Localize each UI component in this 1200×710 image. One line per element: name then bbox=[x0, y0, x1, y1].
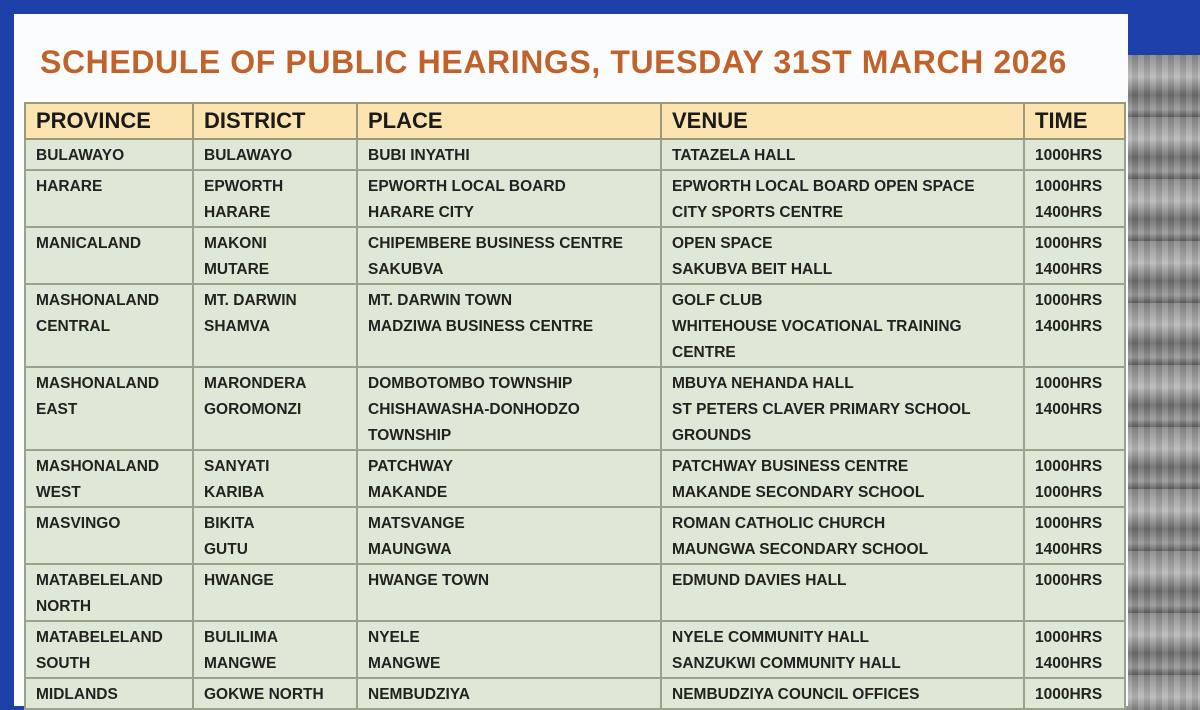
time-cell bbox=[1024, 227, 1125, 284]
province-line: MATABELELAND bbox=[36, 629, 163, 646]
place-line: CHISHAWASHA-DONHODZO bbox=[368, 401, 580, 418]
header-venue: VENUE bbox=[661, 103, 1024, 139]
district-cell bbox=[193, 507, 357, 564]
table-row bbox=[25, 621, 1125, 678]
province-line: SOUTH bbox=[36, 655, 91, 672]
venue-cell bbox=[661, 507, 1024, 564]
province-line: EAST bbox=[36, 401, 78, 418]
district-line: GUTU bbox=[204, 541, 248, 558]
place-cell bbox=[357, 170, 661, 227]
province-cell bbox=[25, 367, 193, 450]
venue-line: SAKUBVA BEIT HALL bbox=[672, 261, 833, 278]
time-cell bbox=[1024, 170, 1125, 227]
place-line: MADZIWA BUSINESS CENTRE bbox=[368, 318, 594, 335]
schedule-card bbox=[14, 14, 1128, 706]
place-cell bbox=[357, 367, 661, 450]
place-line: PATCHWAY bbox=[368, 458, 453, 475]
venue-line: NYELE COMMUNITY HALL bbox=[672, 629, 869, 646]
province-cell bbox=[25, 507, 193, 564]
district-line: MANGWE bbox=[204, 655, 277, 672]
venue-line: ROMAN CATHOLIC CHURCH bbox=[672, 515, 886, 532]
venue-cell bbox=[661, 284, 1024, 367]
time-line: 1000HRS bbox=[1035, 515, 1103, 532]
venue-line: SANZUKWI COMMUNITY HALL bbox=[672, 655, 901, 672]
time-line: 1000HRS bbox=[1035, 375, 1103, 392]
time-cell bbox=[1024, 678, 1125, 709]
province-line: MIDLANDS bbox=[36, 686, 118, 703]
place-cell bbox=[357, 450, 661, 507]
place-line: TOWNSHIP bbox=[368, 427, 452, 444]
venue-line: ST PETERS CLAVER PRIMARY SCHOOL bbox=[672, 401, 971, 418]
district-line: GOROMONZI bbox=[204, 401, 302, 418]
venue-line: EDMUND DAVIES HALL bbox=[672, 572, 847, 589]
table-row bbox=[25, 139, 1125, 170]
province-line: BULAWAYO bbox=[36, 147, 125, 164]
schedule-table bbox=[24, 102, 1126, 710]
venue-cell bbox=[661, 170, 1024, 227]
place-line: NEMBUDZIYA bbox=[368, 686, 470, 703]
district-cell bbox=[193, 678, 357, 709]
time-line: 1400HRS bbox=[1035, 401, 1103, 418]
place-cell bbox=[357, 227, 661, 284]
district-line: HWANGE bbox=[204, 572, 274, 589]
venue-line: OPEN SPACE bbox=[672, 235, 773, 252]
district-cell bbox=[193, 564, 357, 621]
time-line: 1400HRS bbox=[1035, 541, 1103, 558]
place-line: MAUNGWA bbox=[368, 541, 452, 558]
venue-cell bbox=[661, 621, 1024, 678]
place-cell bbox=[357, 139, 661, 170]
venue-line: MAKANDE SECONDARY SCHOOL bbox=[672, 484, 925, 501]
header-province: PROVINCE bbox=[25, 103, 193, 139]
district-line: BULAWAYO bbox=[204, 147, 293, 164]
header-time: TIME bbox=[1024, 103, 1125, 139]
district-line: MAKONI bbox=[204, 235, 267, 252]
province-line: MASVINGO bbox=[36, 515, 121, 532]
table-row bbox=[25, 227, 1125, 284]
time-line: 1000HRS bbox=[1035, 292, 1103, 309]
venue-line: EPWORTH LOCAL BOARD OPEN SPACE bbox=[672, 178, 975, 195]
time-cell bbox=[1024, 284, 1125, 367]
province-cell bbox=[25, 450, 193, 507]
table-row bbox=[25, 367, 1125, 450]
table-row bbox=[25, 450, 1125, 507]
time-cell bbox=[1024, 507, 1125, 564]
province-line: MASHONALAND bbox=[36, 375, 160, 392]
time-cell bbox=[1024, 367, 1125, 450]
table-header-row bbox=[25, 103, 1125, 139]
district-cell bbox=[193, 367, 357, 450]
place-line: HARARE CITY bbox=[368, 204, 474, 221]
time-line: 1000HRS bbox=[1035, 178, 1103, 195]
province-line: WEST bbox=[36, 484, 81, 501]
venue-line: WHITEHOUSE VOCATIONAL TRAINING bbox=[672, 318, 962, 335]
time-line: 1000HRS bbox=[1035, 147, 1103, 164]
venue-line: MAUNGWA SECONDARY SCHOOL bbox=[672, 541, 929, 558]
time-line: 1400HRS bbox=[1035, 204, 1103, 221]
district-cell bbox=[193, 227, 357, 284]
province-cell bbox=[25, 284, 193, 367]
district-cell bbox=[193, 621, 357, 678]
venue-line: TATAZELA HALL bbox=[672, 147, 796, 164]
province-line: HARARE bbox=[36, 178, 103, 195]
place-cell bbox=[357, 621, 661, 678]
place-line: BUBI INYATHI bbox=[368, 147, 470, 164]
district-line: SANYATI bbox=[204, 458, 270, 475]
time-cell bbox=[1024, 564, 1125, 621]
district-line: SHAMVA bbox=[204, 318, 271, 335]
place-line: HWANGE TOWN bbox=[368, 572, 490, 589]
place-line: MT. DARWIN TOWN bbox=[368, 292, 513, 309]
place-line: DOMBOTOMBO TOWNSHIP bbox=[368, 375, 573, 392]
venue-cell bbox=[661, 564, 1024, 621]
province-line: MASHONALAND bbox=[36, 458, 160, 475]
table-row bbox=[25, 507, 1125, 564]
time-line: 1400HRS bbox=[1035, 655, 1103, 672]
place-line: CHIPEMBERE BUSINESS CENTRE bbox=[368, 235, 623, 252]
time-line: 1000HRS bbox=[1035, 572, 1103, 589]
province-line: MASHONALAND bbox=[36, 292, 160, 309]
header-district: DISTRICT bbox=[193, 103, 357, 139]
place-line: MATSVANGE bbox=[368, 515, 465, 532]
time-line: 1000HRS bbox=[1035, 458, 1103, 475]
province-line: CENTRAL bbox=[36, 318, 111, 335]
place-cell bbox=[357, 678, 661, 709]
venue-line: NEMBUDZIYA COUNCIL OFFICES bbox=[672, 686, 920, 703]
province-line: MATABELELAND bbox=[36, 572, 163, 589]
place-line: MAKANDE bbox=[368, 484, 448, 501]
venue-cell bbox=[661, 139, 1024, 170]
table-body bbox=[25, 139, 1125, 709]
district-cell bbox=[193, 450, 357, 507]
venue-line: PATCHWAY BUSINESS CENTRE bbox=[672, 458, 909, 475]
province-cell bbox=[25, 170, 193, 227]
district-cell bbox=[193, 170, 357, 227]
time-line: 1000HRS bbox=[1035, 484, 1103, 501]
place-cell bbox=[357, 564, 661, 621]
province-cell bbox=[25, 227, 193, 284]
time-line: 1000HRS bbox=[1035, 629, 1103, 646]
district-line: GOKWE NORTH bbox=[204, 686, 324, 703]
stone-wall-background bbox=[1126, 55, 1200, 710]
time-line: 1400HRS bbox=[1035, 261, 1103, 278]
header-place: PLACE bbox=[357, 103, 661, 139]
venue-line: MBUYA NEHANDA HALL bbox=[672, 375, 854, 392]
time-line: 1000HRS bbox=[1035, 235, 1103, 252]
district-line: MT. DARWIN bbox=[204, 292, 297, 309]
venue-cell bbox=[661, 678, 1024, 709]
time-cell bbox=[1024, 621, 1125, 678]
place-line: MANGWE bbox=[368, 655, 441, 672]
venue-cell bbox=[661, 367, 1024, 450]
province-line: MANICALAND bbox=[36, 235, 142, 252]
place-line: SAKUBVA bbox=[368, 261, 444, 278]
venue-cell bbox=[661, 450, 1024, 507]
province-cell bbox=[25, 621, 193, 678]
district-line: EPWORTH bbox=[204, 178, 284, 195]
district-line: MUTARE bbox=[204, 261, 270, 278]
district-line: BULILIMA bbox=[204, 629, 279, 646]
province-cell bbox=[25, 678, 193, 709]
time-line: 1000HRS bbox=[1035, 686, 1103, 703]
place-cell bbox=[357, 284, 661, 367]
venue-line: CENTRE bbox=[672, 344, 736, 361]
table-row bbox=[25, 284, 1125, 367]
venue-line: GOLF CLUB bbox=[672, 292, 763, 309]
time-cell bbox=[1024, 450, 1125, 507]
venue-cell bbox=[661, 227, 1024, 284]
province-cell bbox=[25, 139, 193, 170]
province-cell bbox=[25, 564, 193, 621]
time-cell bbox=[1024, 139, 1125, 170]
district-line: BIKITA bbox=[204, 515, 255, 532]
district-line: MARONDERA bbox=[204, 375, 307, 392]
venue-line: CITY SPORTS CENTRE bbox=[672, 204, 844, 221]
venue-line: GROUNDS bbox=[672, 427, 752, 444]
district-cell bbox=[193, 139, 357, 170]
table-row bbox=[25, 564, 1125, 621]
place-line: NYELE bbox=[368, 629, 420, 646]
province-line: NORTH bbox=[36, 598, 92, 615]
table-row bbox=[25, 170, 1125, 227]
place-line: EPWORTH LOCAL BOARD bbox=[368, 178, 566, 195]
page-title: SCHEDULE OF PUBLIC HEARINGS, TUESDAY 31ST MARCH 2026 bbox=[40, 44, 1067, 80]
district-line: HARARE bbox=[204, 204, 271, 221]
table-row bbox=[25, 678, 1125, 709]
district-cell bbox=[193, 284, 357, 367]
place-cell bbox=[357, 507, 661, 564]
time-line: 1400HRS bbox=[1035, 318, 1103, 335]
district-line: KARIBA bbox=[204, 484, 265, 501]
